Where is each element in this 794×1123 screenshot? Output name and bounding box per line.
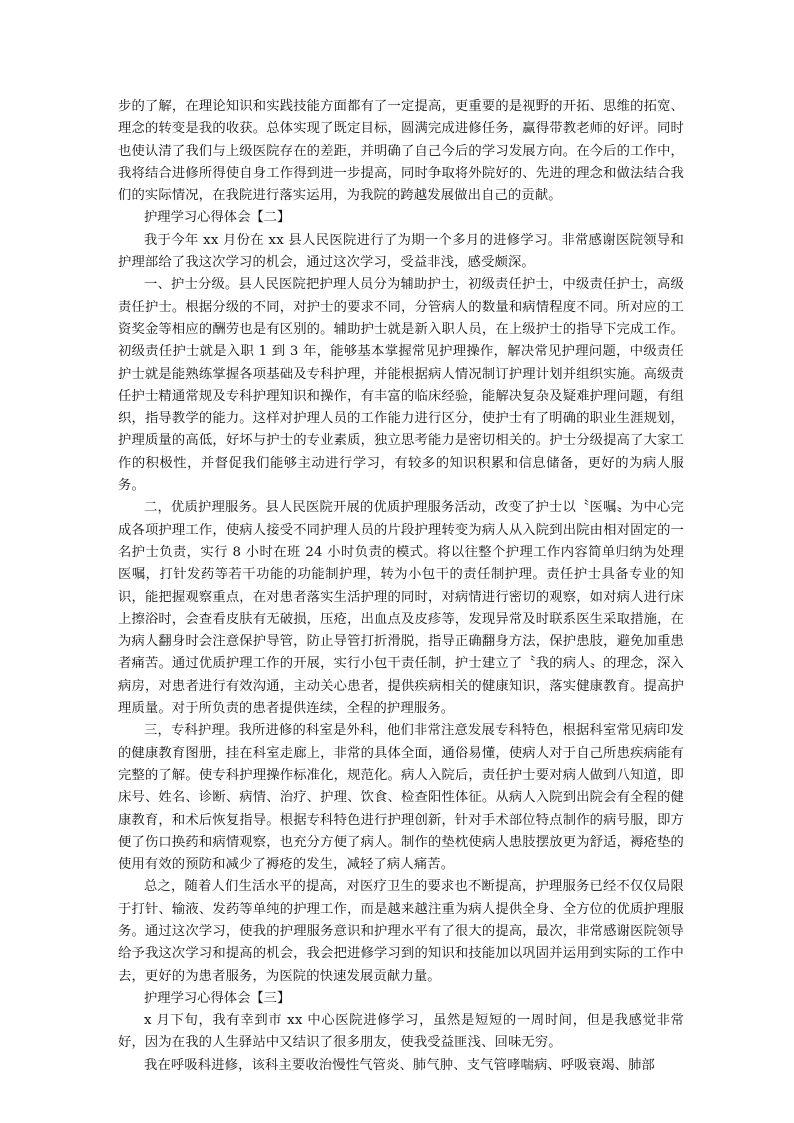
paragraph-intro-continuation: 步的了解，在理论知识和实践技能方面都有了一定提高，更重要的是视野的开拓、思维的拓宽、理念的转变是我的收获。总体实现了既定目标，圆满完成进修任务，赢得带教老师的好评。同时也使认清了我们与上级医院存在的差距，并明确了自己今后的学习发展方向。在今后的工作中，我将结合进修所得使自身工作得到进一步提高，同时争取将外院好的、先进的理念和做法结合我们的实际情况，在我院进行落实运用，为我院的跨越发展做出自己的贡献。 — [118, 99, 684, 204]
section-heading-two: 护理学习心得体会【二】 — [144, 210, 291, 226]
section-heading-three: 护理学习心得体会【三】 — [144, 990, 291, 1006]
paragraph-nurse-grading: 一、护士分级。县人民医院把护理人员分为辅助护士，初级责任护士，中级责任护士，高级责任护士。根据分级的不同，对护士的要求不同，分管病人的数量和病情程度不同。所对应的工资奖金等相应的酬劳也是有区别的。辅助护士就是新入职人员，在上级护士的指导下完成工作。初级责任护士就是入职 1 到 3 年，能够基本掌握常见护理操作，解决常见护理问题，中级责任护士就是能熟练掌握各项基础及专科护理，并能根据病人情况制订护理计划并组织实施。高级责任护士精通常规及专科护理知识和操作，有丰富的临床经验，能解决复杂及疑难护理问题，有组织，指导教学的能力。这样对护理人员的工作能力进行区分，使护士有了明确的职业生涯规划，护理质量的高低，好坏与护士的专业素质，独立思考能力是密切相关的。护士分级提高了大家工作的积极性，并督促我们能够主动进行学习，有较多的知识积累和信息储备，更好的为病人服务。 — [118, 277, 684, 494]
paragraph-summary: 总之，随着人们生活水平的提高，对医疗卫生的要求也不断提高，护理服务已经不仅仅局限于打针、输液、发药等单纯的护理工作，而是越来越注重为病人提供全身、全方位的优质护理服务。通过这次学习，使我的护理服务意识和护理水平有了很大的提高，最次，非常感谢医院领导给予我这次学习和提高的机会，我会把进修学习到的知识和技能加以巩固并运用到实际的工作中去，更好的为患者服务，为医院的快速发展贡献力量。 — [118, 879, 684, 984]
paragraph-quality-nursing: 二，优质护理服务。县人民医院开展的优质护理服务活动，改变了护士以〝医嘱〟为中心完成各项护理工作，使病人接受不同护理人员的片段护理转变为病人从入院到出院由相对固定的一名护士负责，实行 8 小时在班 24 小时负责的模式。将以往整个护理工作内容简单归纳为处理医嘱，打针发药等若干功能的功能制护理，转为小包干的责任制护理。责任护士具备专业的知识，能把握观察重点，在对患者落实生活护理的同时，对病情进行密切的观察，如对病人进行床上擦浴时，会查看皮肤有无破损，压疮，出血点及皮疹等，发现异常及时联系医生采取措施，在为病人翻身时会注意保护导管，防止导管打折滑脱，指导正确翻身方法，保护患肢，避免加重患者痛苦。通过优质护理工作的开展，实行小包干责任制，护士建立了〝我的病人〟的理念，深入病房，对患者进行有效沟通，主动关心患者，提供疾病相关的健康知识，落实健康教育。提高护理质量。对于所负责的患者提供连续，全程的护理服务。 — [118, 500, 684, 717]
paragraph-study-intro-three: x 月下旬，我有幸到市 xx 中心医院进修学习，虽然是短短的一周时间，但是我感觉非常好，因为在我的人生驿站中又结识了很多朋友，使我受益匪浅、回味无穷。 — [118, 1013, 684, 1051]
paragraph-study-intro: 我于今年 xx 月份在 xx 县人民医院进行了为期一个多月的进修学习。非常感谢医院领导和护理部给了我这次学习的机会，通过这次学习，受益非浅，感受颇深。 — [118, 232, 684, 271]
paragraph-specialty-nursing: 三，专科护理。我所进修的科室是外科，他们非常注意发展专科特色，根据科室常见病印发的健康教育图册，挂在科室走廊上，非常的具体全面，通俗易懂，使病人对于自己所患疾病能有完整的了解。使专科护理操作标准化，规范化。病人入院后，责任护士要对病人做到八知道，即床号、姓名、诊断、病情、治疗、护理、饮食、检查阳性体征。从病人入院到出院会有全程的健康教育，和术后恢复指导。根据专科特色进行护理创新，针对手术部位特点制作的病号服，即方便了伤口换药和病情观察，也充分方便了病人。制作的垫枕使病人患肢摆放更为舒适，褥疮垫的使用有效的预防和减少了褥疮的发生，减轻了病人痛苦。 — [118, 723, 684, 873]
document-body — [118, 96, 684, 1077]
paragraph-respiratory-dept: 我在呼吸科进修，该科主要收治慢性气管炎、肺气肿、支气管哮喘病、呼吸衰竭、肺部 — [144, 1057, 655, 1073]
